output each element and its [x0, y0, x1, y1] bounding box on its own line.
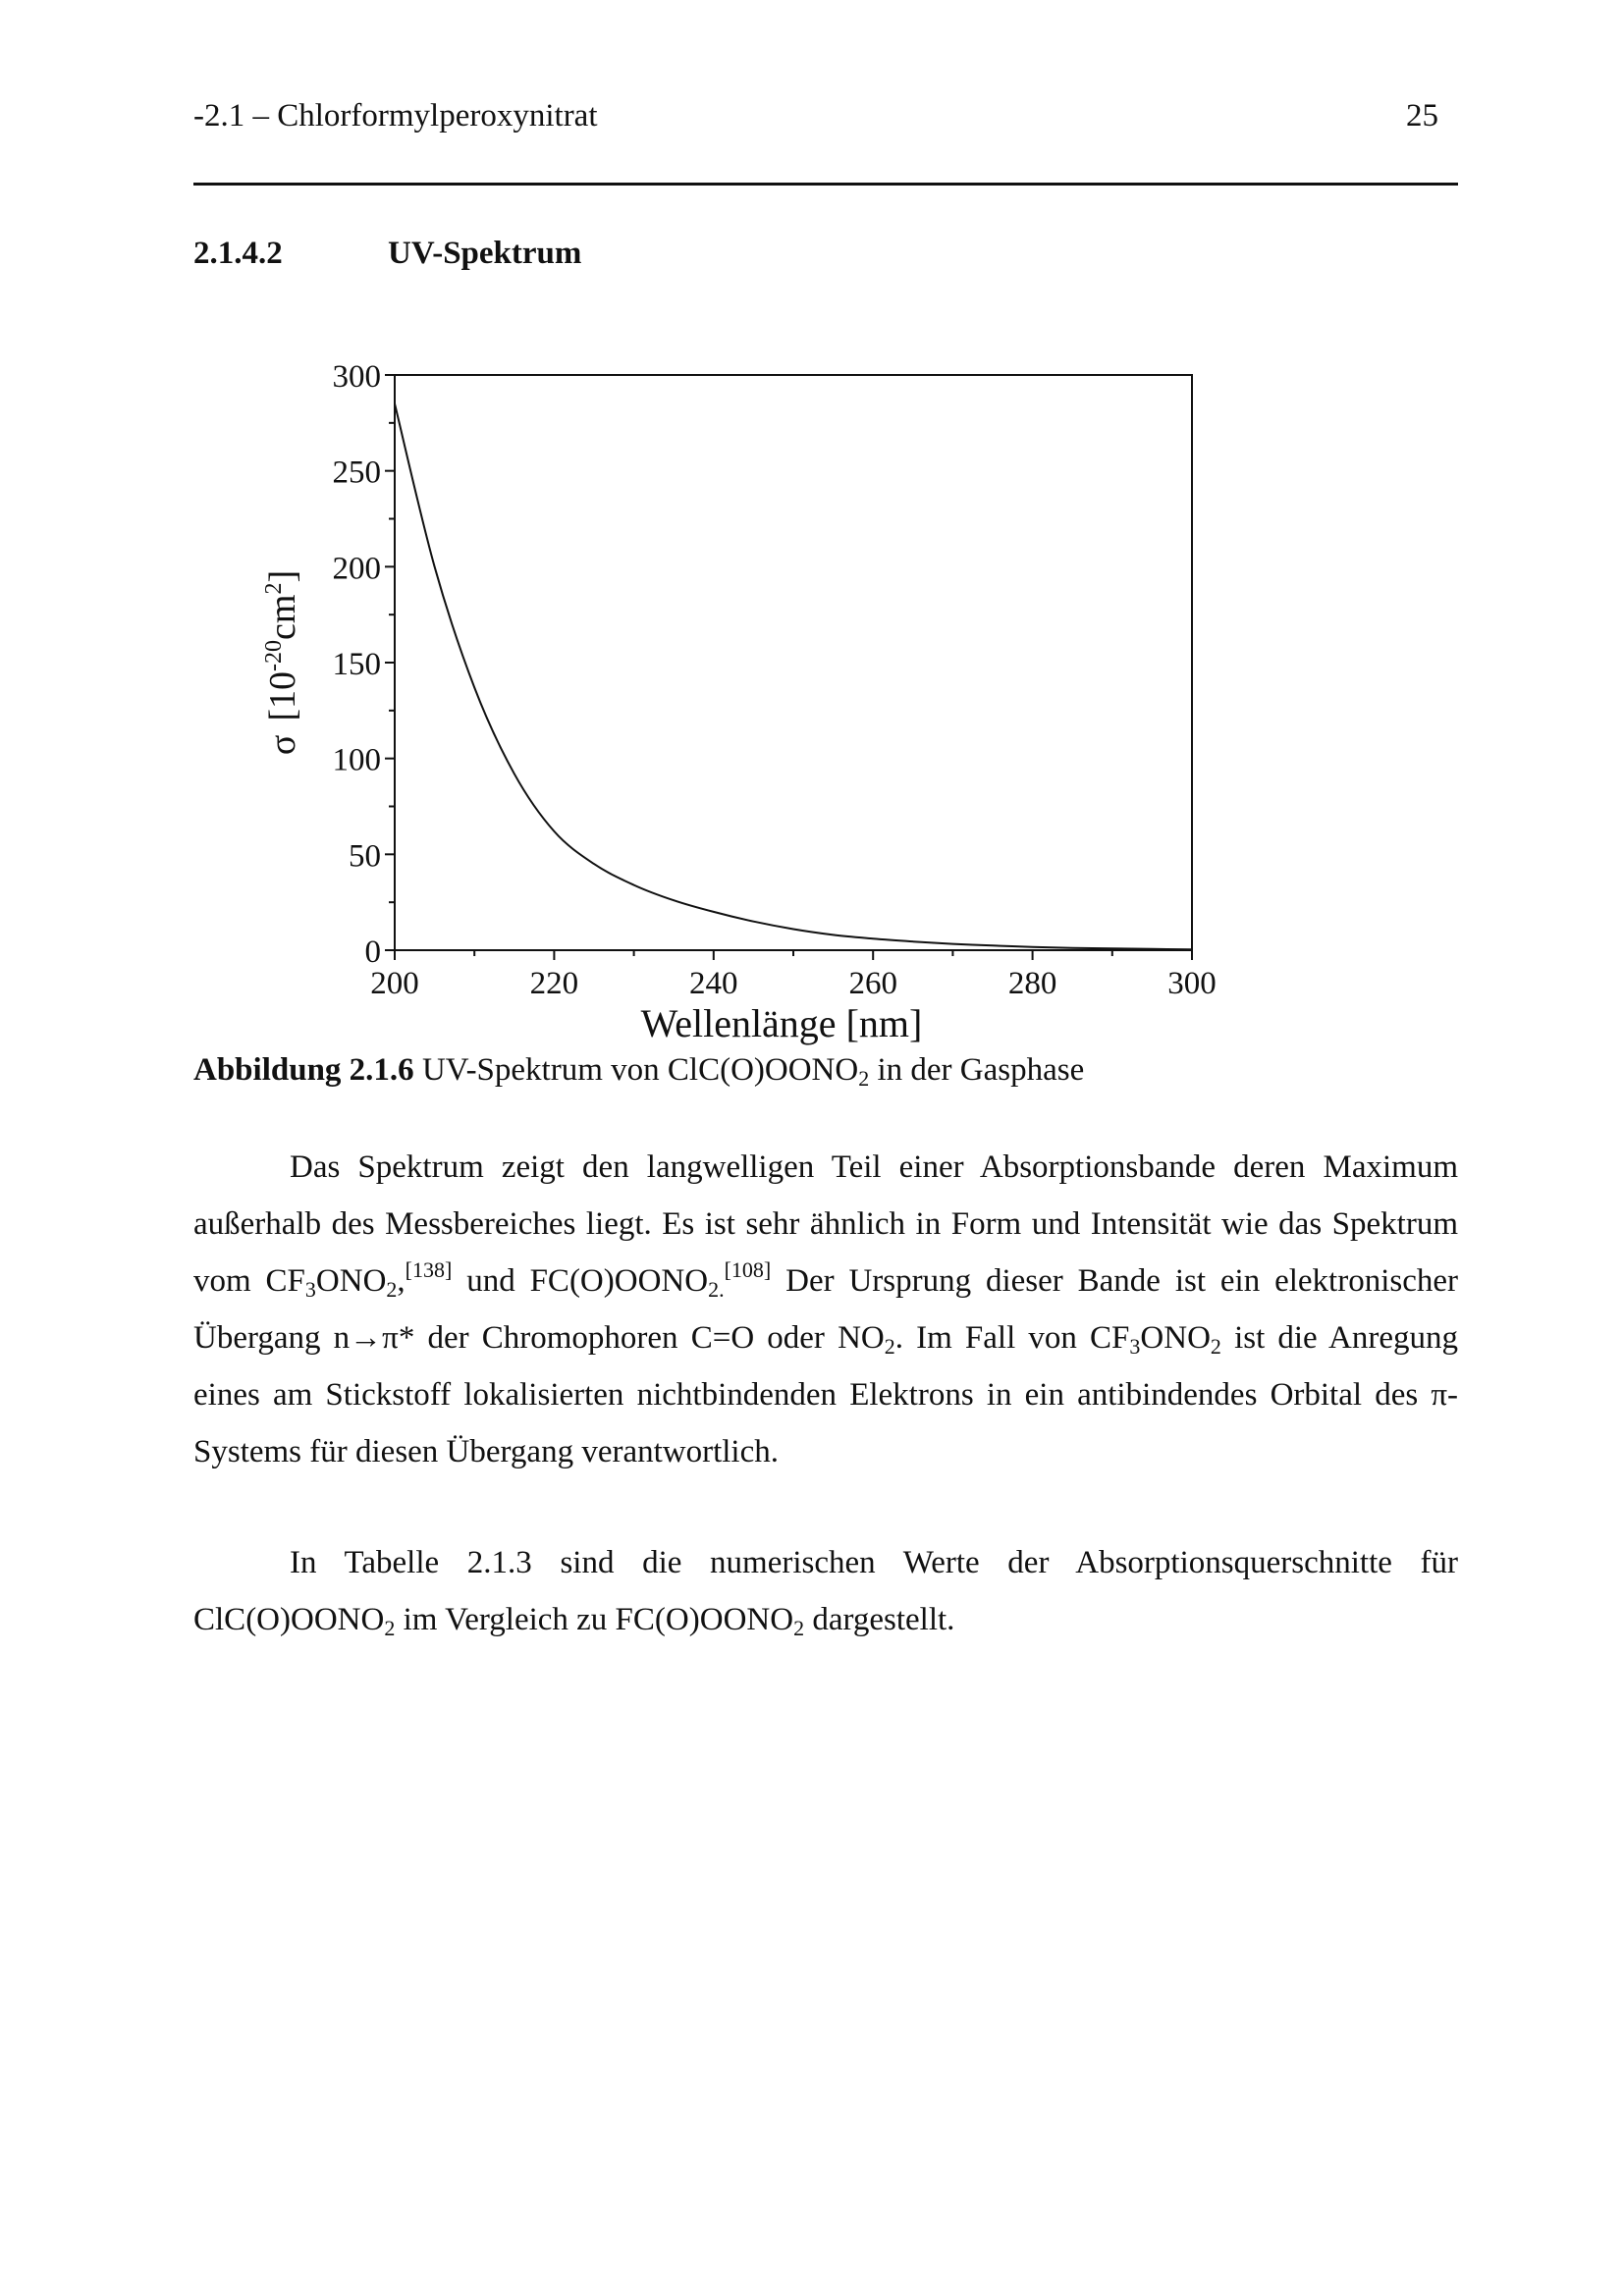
y-axis-unit-a: [10 — [262, 670, 303, 721]
y-tick-label: 300 — [332, 359, 381, 395]
p2-text-1: In Tabelle 2.1.3 sind die numerischen Werte der Absorptionsquerschnitte für ClC(O)OONO — [193, 1545, 1458, 1637]
body-paragraph-2 — [193, 1534, 1458, 1648]
y-axis-label — [261, 570, 303, 755]
page-number: 25 — [1406, 98, 1438, 133]
header-rule — [193, 183, 1458, 186]
p1-sub-2: 2 — [386, 1277, 398, 1302]
y-tick-label: 200 — [332, 551, 381, 587]
citation-108: [108] — [724, 1257, 772, 1282]
p1-sub-4: 2. — [708, 1277, 725, 1302]
absorption-curve — [395, 403, 1192, 949]
p2-text-3: dargestellt. — [804, 1602, 955, 1637]
section-heading — [193, 234, 582, 273]
x-axis-ticks — [370, 950, 1217, 1001]
caption-text-1: UV-Spektrum von ClC(O)OONO — [413, 1052, 859, 1088]
p1-sub-1: 3 — [304, 1277, 316, 1302]
p1-text-5: Der Ursprung dieser Bande ist ein elektronischer Übergang n→π* der Chromophoren C=O oder NO — [193, 1263, 1458, 1356]
y-axis-unit-exp-2: 2 — [261, 582, 287, 595]
p1-sub-7: 2 — [1210, 1334, 1221, 1359]
x-tick-label: 260 — [848, 966, 897, 1001]
y-axis-symbol: σ — [262, 734, 303, 756]
p1-sub-5: 2 — [884, 1334, 895, 1359]
y-axis-unit-exp-1: -20 — [261, 639, 287, 671]
citation-138: [138] — [405, 1257, 453, 1282]
p1-sub-6: 3 — [1129, 1334, 1141, 1359]
p1-text-2: ONO — [315, 1263, 387, 1299]
p1-text-3: , — [397, 1263, 406, 1299]
y-axis-unit-b: cm — [262, 594, 303, 640]
body-paragraph-1 — [193, 1139, 1458, 1480]
p1-text-1: Das Spektrum zeigt den langwelligen Teil einer Absorptionsbande deren Maximum außerhalb des Messbereiches liegt. Es ist sehr ähnlich in Form und Intensität wie das Spektrum vom CF — [193, 1149, 1458, 1299]
x-tick-label: 220 — [529, 966, 579, 1001]
y-axis-unit-c: ] — [262, 569, 303, 583]
y-axis-ticks — [333, 359, 396, 970]
x-tick-label: 200 — [370, 966, 419, 1001]
y-tick-label: 50 — [349, 838, 381, 875]
p1-text-8: ist die Anregung eines am Stickstoff lokalisierten nichtbindenden Elektrons in ein antibindendes Orbital des π-Systems für diesen Übergang verantwortlich. — [193, 1320, 1458, 1469]
uv-spectrum-chart — [245, 344, 1227, 1050]
running-title: -2.1 – Chlorformylperoxynitrat — [193, 98, 598, 133]
y-tick-label: 100 — [332, 742, 381, 778]
figure-label: Abbildung 2.1.6 — [193, 1052, 414, 1088]
p1-text-6: . Im Fall von CF — [894, 1320, 1130, 1356]
x-tick-label: 280 — [1007, 966, 1057, 1001]
p2-text-2: im Vergleich zu FC(O)OONO — [395, 1602, 794, 1637]
section-title: UV-Spektrum — [388, 236, 582, 271]
caption-sub: 2 — [858, 1066, 870, 1091]
p1-text-4: und FC(O)OONO — [452, 1263, 709, 1299]
p2-sub-2: 2 — [793, 1616, 805, 1640]
y-tick-label: 0 — [364, 934, 381, 970]
caption-text-2: in der Gasphase — [869, 1052, 1085, 1088]
section-number: 2.1.4.2 — [193, 236, 283, 271]
running-header — [193, 96, 1458, 135]
plot-frame — [395, 375, 1192, 950]
x-tick-label: 300 — [1167, 966, 1217, 1001]
y-tick-label: 150 — [332, 647, 381, 682]
x-tick-label: 240 — [689, 966, 738, 1001]
y-tick-label: 250 — [332, 454, 381, 491]
p2-sub-1: 2 — [384, 1616, 396, 1640]
figure-caption — [193, 1049, 1084, 1091]
x-axis-label: Wellenlänge [nm] — [640, 1001, 923, 1045]
p1-text-7: ONO — [1140, 1320, 1211, 1356]
